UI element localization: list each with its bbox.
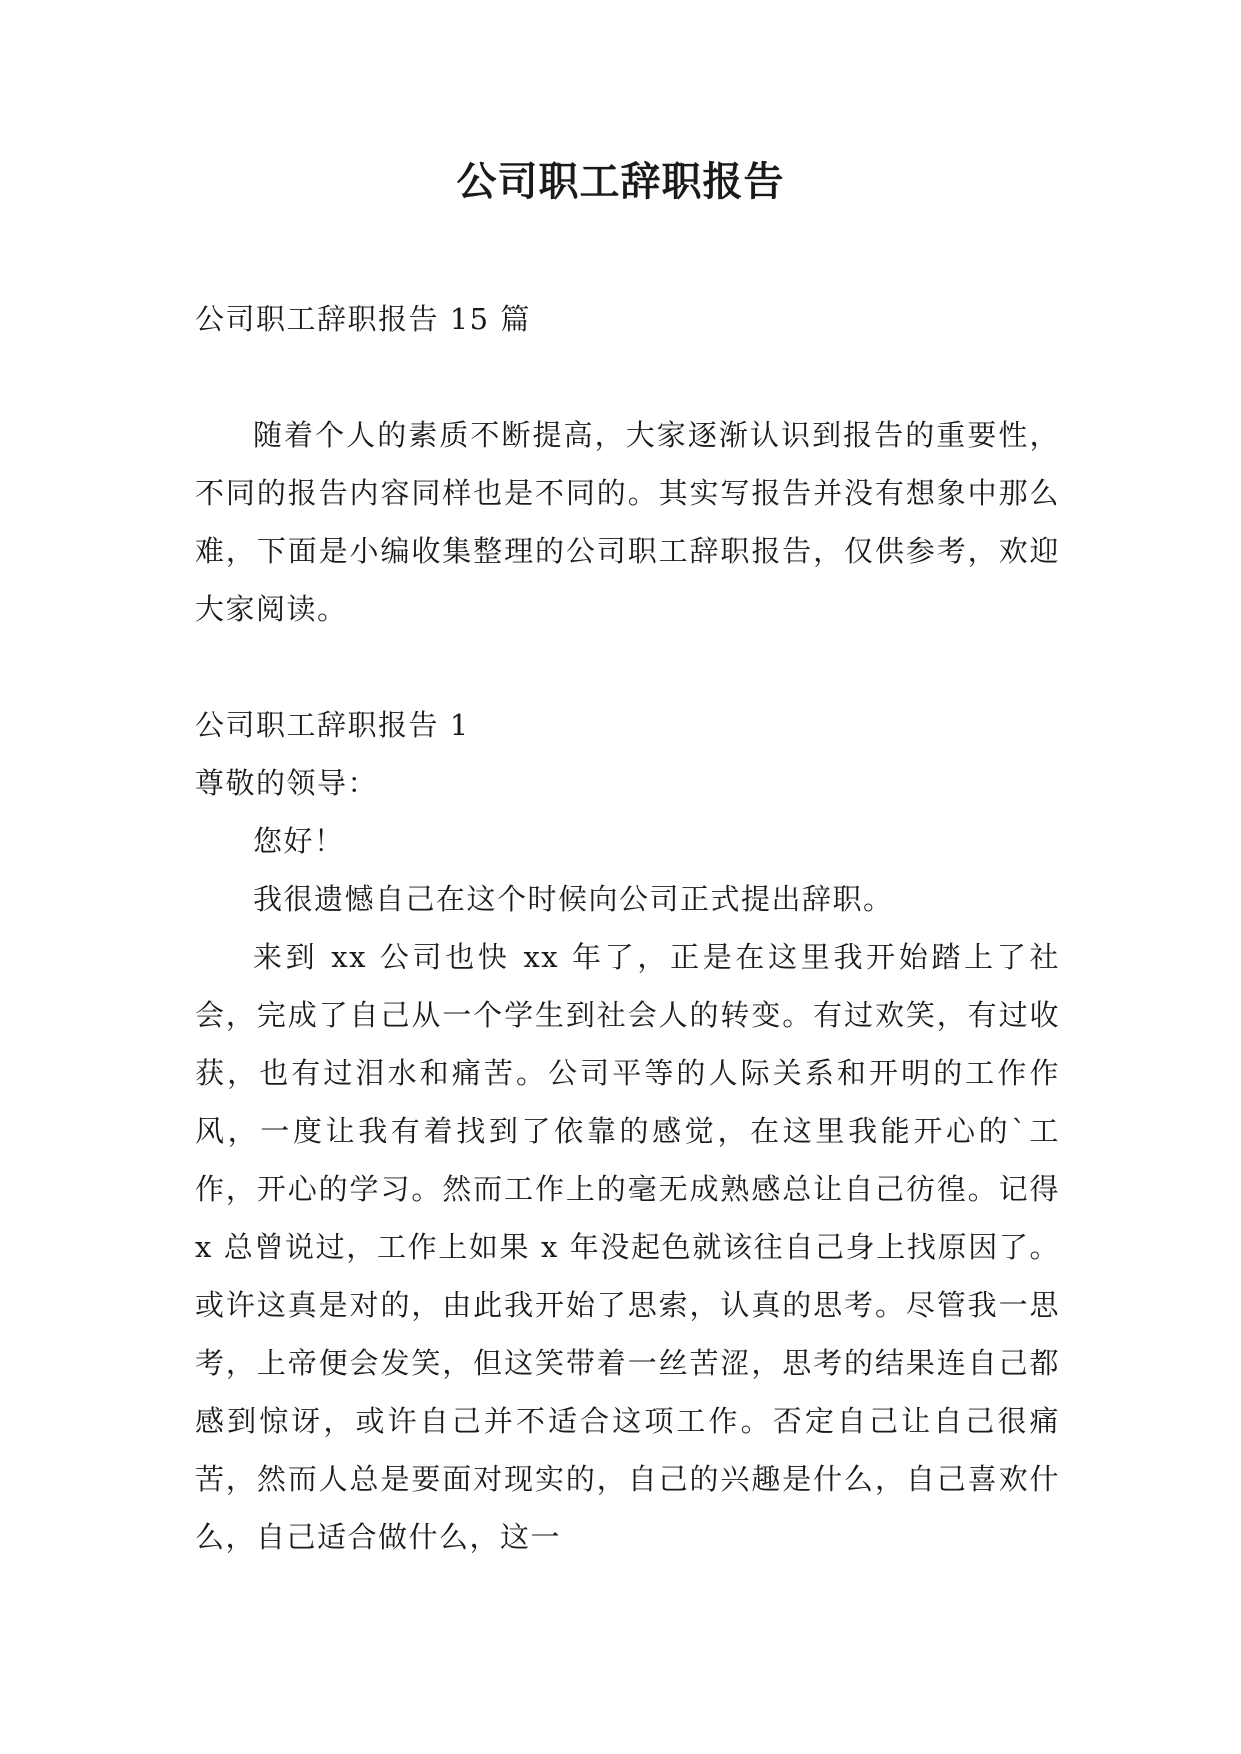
document-title: 公司职工辞职报告 <box>456 159 785 205</box>
body-paragraph-1: 我很遗憾自己在这个时候向公司正式提出辞职。 <box>253 882 894 916</box>
section-heading: 公司职工辞职报告 1 <box>195 708 470 742</box>
document-body <box>195 290 1060 1566</box>
salutation: 尊敬的领导： <box>195 766 379 800</box>
intro-paragraph: 随着个人的素质不断提高，大家逐渐认识到报告的重要性，不同的报告内容同样也是不同的。其实写报告并没有想象中那么难，下面是小编收集整理的公司职工辞职报告，仅供参考，欢迎大家阅读。 <box>195 418 1060 626</box>
greeting: 您好！ <box>253 824 345 858</box>
spacer <box>195 638 1060 696</box>
document-subtitle: 公司职工辞职报告 15 篇 <box>195 302 531 336</box>
spacer <box>195 348 1060 406</box>
body-paragraph-2: 来到 xx 公司也快 xx 年了，正是在这里我开始踏上了社会，完成了自己从一个学生到社会人的转变。有过欢笑，有过收获，也有过泪水和痛苦。公司平等的人际关系和开明的工作作风，一度让我有着找到了依靠的感觉，在这里我能开心的`工作，开心的学习。然而工作上的毫无成熟感总让自己彷徨。记得 x 总曾说过，工作上如果 x 年没起色就该往自己身上找原因了。或许这真是对的，由此我开始了思索，认真的思考。尽管我一思考，上帝便会发笑，但这笑带着一丝苦涩，思考的结果连自己都感到惊讶，或许自己并不适合这项工作。否定自己让自己很痛苦，然而人总是要面对现实的，自己的兴趣是什么，自己喜欢什么，自己适合做什么，这一 <box>195 940 1060 1554</box>
